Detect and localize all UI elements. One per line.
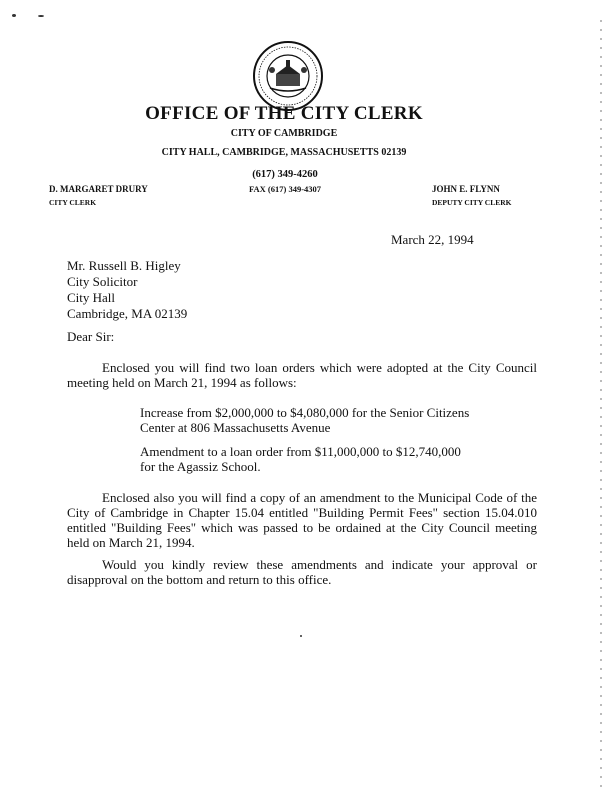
recipient-building: City Hall	[67, 290, 116, 305]
office-address: CITY HALL, CAMBRIDGE, MASSACHUSETTS 02139	[161, 147, 407, 158]
office-phone: (617) 349-4260	[252, 169, 318, 180]
office-title: OFFICE OF THE CITY CLERK	[145, 103, 423, 124]
city-seal	[252, 40, 324, 112]
recipient-title: City Solicitor	[67, 274, 138, 289]
scan-edge-marks	[600, 20, 602, 790]
city-name: CITY OF CAMBRIDGE	[230, 128, 338, 139]
loan-order-item: Increase from $2,000,000 to $4,080,000 for the Senior Citizens Center at 806 Massachusetts Avenue	[140, 405, 470, 435]
office-fax: FAX (617) 349-4307	[248, 184, 322, 194]
scan-speck	[38, 15, 44, 17]
recipient-city: Cambridge, MA 02139	[67, 306, 188, 321]
loan-order-item: Amendment to a loan order from $11,000,000 to $12,740,000 for the Agassiz School.	[140, 444, 461, 474]
deputy-clerk-title: DEPUTY CITY CLERK	[432, 198, 512, 207]
recipient-name: Mr. Russell B. Higley	[67, 258, 181, 273]
clerk-name: D. MARGARET DRURY	[49, 184, 148, 194]
letter-date: March 22, 1994	[391, 232, 474, 247]
paragraph-loan-orders: Enclosed you will find two loan orders which were adopted at the City Council meeting held on March 21, 1994 as follows:	[67, 360, 537, 390]
scan-speck	[300, 635, 302, 637]
recipient-address	[67, 258, 187, 322]
salutation: Dear Sir:	[67, 329, 115, 344]
scan-speck	[12, 14, 16, 17]
paragraph-request: Would you kindly review these amendments and indicate your approval or disapproval on the bottom and return to this office.	[67, 557, 537, 587]
paragraph-amendment: Enclosed also you will find a copy of an amendment to the Municipal Code of the City of Cambridge in Chapter 15.04 entitled "Building Permit Fees" section 15.04.010 entitled "Building Fees" which was passed to be ordained at the City Council meeting held on March 21, 1994.	[67, 490, 537, 550]
clerk-title: CITY CLERK	[49, 198, 97, 207]
deputy-clerk-name: JOHN E. FLYNN	[432, 184, 500, 194]
